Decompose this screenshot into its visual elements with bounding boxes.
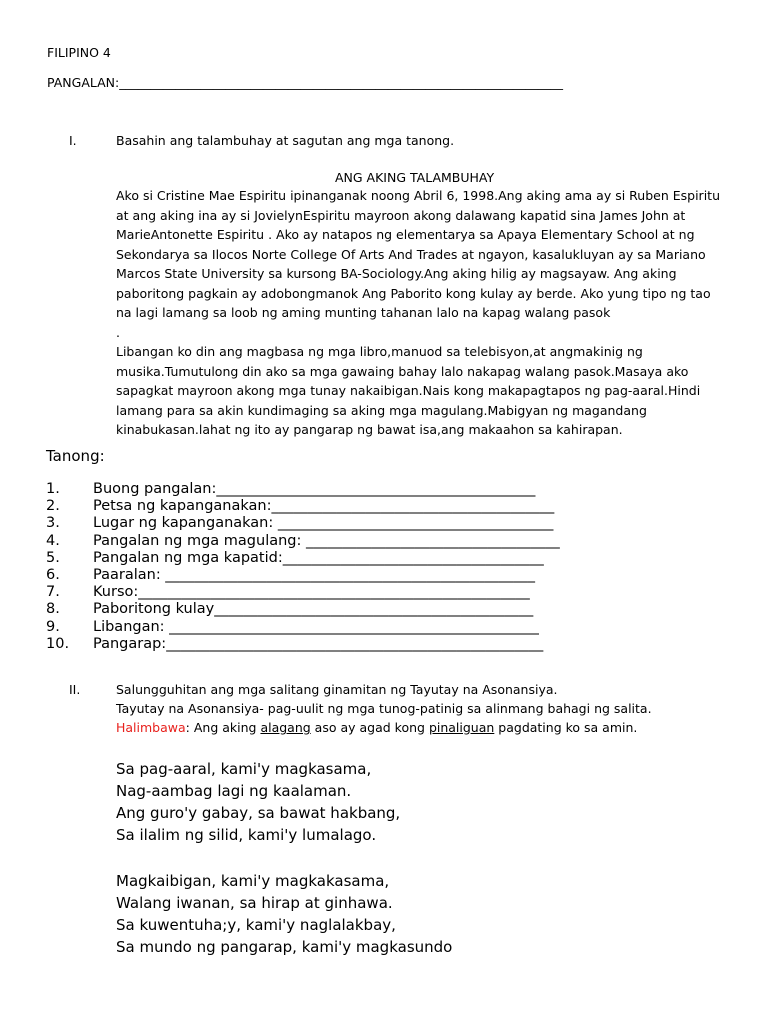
example-text: pagdating ko sa amin. [494, 720, 638, 735]
bio-line: kinabukasan.lahat ng ito ay pangarap ng bawat isa,ang makaahon sa kahirapan. [116, 422, 623, 437]
asonansiya-definition: Tayutay na Asonansiya- pag-uulit ng mga tunog-patinig sa alinmang bahagi ng salita. [116, 701, 652, 716]
bio-line: . [116, 324, 120, 340]
question-number: 2. [46, 498, 60, 515]
name-field-line: PANGALAN:_______________________________________________________________________ [47, 75, 563, 90]
example-underlined-word: pinaliguan [428, 720, 495, 735]
bio-line: Ako si Cristine Mae Espiritu ipinanganak noong Abril 6, 1998.Ang aking ama ay si Ruben Espiritu [116, 188, 720, 203]
bio-line: Sekondarya sa Ilocos Norte College Of Arts And Trades at ngayon, kasalukluyan ay sa Mariano [116, 246, 706, 262]
question-text: Pangalan ng mga magulang: ___________________________________ [93, 532, 560, 549]
question-number: 3. [46, 515, 60, 532]
question-number: 7. [46, 584, 60, 601]
bio-line: sapagkat mayroon akong mga tunay nakaibigan.Nais kong makapagtapos ng pag-aaral.Hindi [116, 383, 701, 398]
section2-instruction: Salungguhitan ang mga salitang ginamitan ng Tayutay na Asonansiya. [116, 682, 558, 697]
question-text: Pangalan ng mga kapatid:____________________________________ [93, 549, 544, 566]
question-number: 5. [46, 549, 60, 566]
question-text: Petsa ng kapanganakan:_______________________________________ [93, 498, 555, 515]
bio-line: na lagi lamang sa loob ng aming munting tahanan lalo na kapag walang pasok [116, 305, 611, 320]
section1-number: I. [69, 133, 77, 148]
question-number: 1. [46, 481, 60, 497]
poem-line: Sa mundo ng pangarap, kami'y magkasundo [116, 938, 453, 956]
poem-line: Nag-aambag lagi ng kaalaman. [116, 782, 352, 800]
questions-heading: Tanong: [46, 447, 105, 465]
bio-line: Marcos State University sa kursong BA-Sociology.Ang aking hilig ay magsayaw. Ang aking [116, 266, 677, 281]
question-number: 8. [46, 601, 60, 618]
question-number: 10. [46, 635, 70, 652]
question-text: Paboritong kulay____________________________________________ [93, 601, 534, 618]
poem-stanza-2 [116, 870, 452, 958]
question-text: Kurso:______________________________________________________ [93, 584, 530, 601]
poem-line: Sa pag-aaral, kami'y magkasama, [116, 760, 372, 778]
bio-line: musika.Tumutulong din ako sa mga gawaing bahay lalo nakapag walang pasok.Masaya ako [116, 363, 689, 379]
question-number: 4. [46, 532, 60, 549]
section2-number: II. [69, 682, 81, 697]
bio-line: Libangan ko din ang magbasa ng mga libro,manuod sa telebisyon,at angmakinig ng [116, 344, 643, 359]
example-text: aso ay agad kong [310, 720, 429, 735]
bio-line: lamang para sa akin kundimaging sa aking mga magulang.Mabigyan ng magandang [116, 402, 647, 418]
example-colon: : [185, 720, 190, 735]
bio-line: paboritong pagkain ay adobongmanok Ang Paborito kong kulay ay berde. Ako yung tipo ng tao [116, 285, 711, 301]
bio-line: MarieAntonette Espiritu . Ako ay natapos ng elementarya sa Apaya Elementary School at ng [116, 227, 695, 242]
subject-label: FILIPINO 4 [47, 45, 111, 60]
question-number: 6. [46, 566, 60, 583]
question-text: Lugar ng kapanganakan: ______________________________________ [93, 515, 554, 532]
question-text: Libangan: ___________________________________________________ [93, 618, 539, 635]
poem-stanza-1 [116, 758, 400, 846]
question-number: 9. [46, 618, 60, 635]
bio-line: at ang aking ina ay si JovielynEspiritu mayroon akong dalawang kapatid sina James John at [116, 207, 686, 223]
biography-title: ANG AKING TALAMBUHAY [335, 170, 495, 185]
example-sentence [116, 720, 637, 735]
example-label: Halimbawa [116, 720, 186, 735]
poem-line: Sa ilalim ng silid, kami'y lumalago. [116, 826, 377, 844]
section1-instruction: Basahin ang talambuhay at sagutan ang mga tanong. [116, 133, 455, 148]
poem-line: Walang iwanan, sa hirap at ginhawa. [116, 894, 393, 912]
question-text: Pangarap:____________________________________________________ [93, 635, 544, 652]
poem-line: Sa kuwentuha;y, kami'y naglalakbay, [116, 916, 396, 934]
biography-text [116, 186, 724, 440]
poem-line: Ang guro'y gabay, sa bawat hakbang, [116, 804, 401, 822]
example-text: Ang aking [189, 720, 261, 735]
question-text: Paaralan: ___________________________________________________ [93, 566, 536, 583]
example-underlined-word: alagang [260, 720, 311, 735]
poem-line: Magkaibigan, kami'y magkakasama, [116, 872, 390, 890]
question-text: Buong pangalan:____________________________________________ [93, 481, 536, 497]
